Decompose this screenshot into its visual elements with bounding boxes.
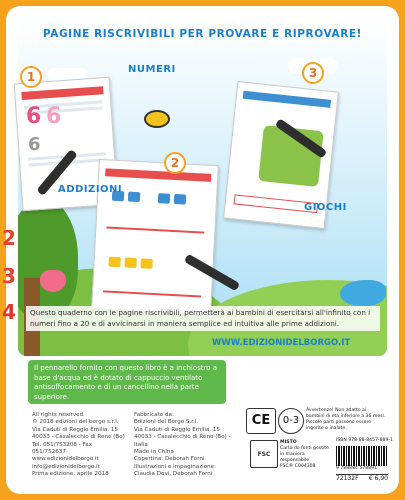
warning-text: Avvertenze! Non adatto ai bambini di età inferiore a 36 mesi. Piccole parti possono essere ingerite o inalate. [306, 408, 386, 431]
headline: PAGINE RISCRIVIBILI PER PROVARE E RIPROVARE! [42, 28, 363, 40]
imprint-left [32, 412, 126, 479]
number-line [103, 290, 201, 297]
ce-mark-icon: CE [246, 408, 276, 434]
worksheet-addizioni [91, 159, 219, 315]
fsc-text [280, 440, 332, 470]
imprint-line: © 2018 edizioni del borgo s.r.l. [32, 419, 119, 426]
decorative-number: 3 [2, 264, 16, 288]
decorative-number: 2 [2, 226, 16, 250]
digit-trace: 6 [46, 104, 62, 129]
imprint-line: Illustrazioni e impaginazione: [134, 463, 216, 470]
butterfly-icon [40, 270, 66, 292]
price: € 6,90 [368, 475, 388, 482]
imprint-line: Tel. 051/753208 - Fax 051/752637 [32, 441, 92, 456]
tile [174, 194, 187, 205]
tile [124, 257, 137, 268]
sheet-header-bar [243, 91, 331, 108]
marker-notice: Il pennarello fornito con questo libro è a inchiostro a base d'acqua ed è dotato di cappuccio ventilato antisoffocamento e di un cancellino nella parte superiore. [28, 360, 226, 404]
imprint-line: Made in China [134, 449, 174, 456]
website-link[interactable]: WWW.EDIZIONIDELBORGO.IT [212, 338, 351, 348]
tile [158, 193, 171, 204]
number-line [106, 226, 204, 233]
age-warning-icon: 0-3 [278, 408, 304, 434]
isbn: ISBN 978-88-8457-889-1 [336, 438, 393, 443]
bee-icon [144, 110, 170, 128]
decorative-number: 4 [2, 300, 16, 324]
fsc-line: in maniera responsabile [280, 452, 310, 463]
imprint-line: www.edizionidelborgo.it [32, 456, 99, 463]
description-text: Questo quaderno con le pagine riscrivibili, permetterà ai bambini di esercitarsi all'infinito con i numeri fino a 20 e di avvicinarsi in maniera semplice ed intuitiva alle prime addizioni. [26, 306, 380, 331]
fsc-label: MISTO [280, 440, 297, 445]
barcode-number: 9 788884 578891 [336, 466, 377, 471]
fsc-logo-icon: FSC [250, 440, 278, 468]
digit-trace: 6 [26, 104, 42, 129]
imprint-line: Copertina: Deborah Forni [134, 456, 205, 463]
digit-trace: 6 [28, 134, 41, 155]
imprint-line: Edizioni del Borgo S.r.l. [134, 419, 199, 426]
label-numeri: NUMERI [128, 64, 176, 75]
label-addizioni: ADDIZIONI [58, 184, 123, 195]
imprint-line: Via Caduti di Reggio Emilia, 15 [134, 426, 220, 433]
fsc-code: FSC® C004308 [280, 464, 316, 469]
step-badge: 2 [164, 152, 186, 174]
label-giochi: GIOCHI [304, 202, 347, 213]
imprint-line: 40033 - Casalecchio di Reno (Bo) - Italia [134, 434, 231, 448]
imprint-line: info@edizionidelborgo.it [32, 463, 100, 470]
step-badge: 3 [302, 62, 324, 84]
imprint-line: Claudia Dovi, Deborah Forni [134, 471, 213, 478]
product-code: 72132F [336, 475, 359, 482]
dolphin-icon [340, 280, 386, 306]
tile [128, 192, 141, 203]
sheet-header-bar [105, 168, 211, 182]
sheet-header-bar [21, 86, 103, 100]
imprint-line: Fabbricato da: [134, 412, 174, 418]
fsc-line: Carta da fonti gestite [280, 446, 329, 451]
imprint-right [134, 412, 244, 479]
code-price-row [336, 474, 388, 484]
tile [140, 258, 153, 269]
imprint-line: 40033 - Casalecchio di Reno (Bo) [32, 434, 125, 441]
imprint-line: Prima edizione: aprile 2018 [32, 471, 109, 478]
step-badge: 1 [20, 66, 42, 88]
imprint-line: All rights reserved [32, 412, 84, 418]
imprint-line: Via Caduti di Reggio Emilia, 15 [32, 426, 118, 433]
barcode-icon [336, 446, 388, 466]
tile [108, 257, 121, 268]
